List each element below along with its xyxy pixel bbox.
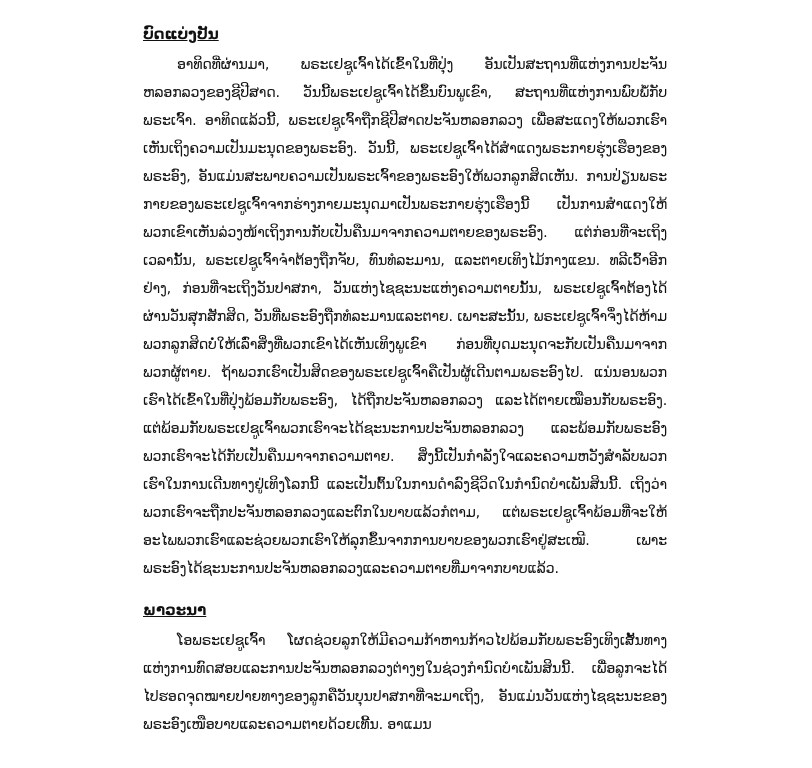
prayer-section [143,600,667,739]
prayer-paragraph: ໂອພຣະເຢຊູເຈົ້າ ໂຜດຊ່ວຍລູກໃຫ້ມີຄວາມກ້າຫານກ້າວໄປພ້ອມກັບພຣະອົງເທິງເສັ້ນທາງແຫ່ງການທົດສອບແລະການປະຈັນຫລອກລວງຕ່າງໆໃນຊ່ວງກຳນົດບຳເພັນສິນນີ້. ເພື່ອລູກຈະໄດ້ໄປຮອດຈຸດໝາຍປາຍທາງຂອງລູກຄືວັນບຸນປາສກາທີ່ຈະມາເຖິງ, ອັນແມ່ນວັນແຫ່ງໄຊຊະນະຂອງພຣະອົງເໜືອບາບແລະຄວາມຕາຍດ້ວຍເທີ້ນ. ອາແມນ [143,633,667,733]
reflection-paragraph: ອາທິດທີ່ຜ່ານມາ, ພຣະເຢຊູເຈົ້າໄດ້ເຂົ້າໃນທີ່ປຸ່ງ ອັນເປັນສະຖານທີ່ແຫ່ງການປະຈັນຫລອກລວງຂອງຊີປີສາດ. ວັນນີ້ພຣະເຢຊູເຈົ້າໄດ້ຂຶ້ນບົນພູເຂົາ, ສະຖານທີ່ແຫ່ງການພົບພໍ້ກັບພຣະເຈົ້າ. ອາທິດແລ້ວນີ້, ພຣະເຢຊູເຈົ້າຖືກຊີປີສາດປະຈັນຫລອກລວງ ເພື່ອສະແດງໃຫ້ພວກເຮົາເຫັນເຖິງຄວາມເປັນມະນຸດຂອງພຣະອົງ. ວັນນີ້, ພຣະເຢຊູເຈົ້າໄດ້ສຳແດງພຣະກາຍຮຸ່ງເຮືອງຂອງພຣະອົງ, ອັນແມ່ນສະພາບຄວາມເປັນພຣະເຈົ້າຂອງພຣະອົງໃຫ້ພວກລູກສິດເຫັນ. ການປ່ຽນພຣະກາຍຂອງພຣະເຢຊູເຈົ້າຈາກຮ່າງກາຍມະນຸດມາເປັນພຣະກາຍຮຸ່ງເຮືອງນີ້ ເປັນການສຳແດງໃຫ້ພວກເຂົາເຫັນລ່ວງໜ້າເຖິງການກັບເປັນຄືນມາຈາກຄວາມຕາຍຂອງພຣະອົງ. ແຕ່ກ່ອນທີ່ຈະເຖິງເວລານັ້ນ, ພຣະເຢຊູເຈົ້າຈຳຕ້ອງຖືກຈັບ, ທົນທໍລະມານ, ແລະຕາຍເທິງໄມ້ກາງແຂນ. ທລີເວົ້າອີກຢ່າງ, ກ່ອນທີ່ຈະເຖິງວັນປາສກາ, ວັນແຫ່ງໄຊຊະນະແຫ່ງຄວາມຕາຍນັ້ນ, ພຣະເຢຊູເຈົ້າຕ້ອງໄດ້ຜ່ານວັນສຸກສັກສິດ, ວັນທີ່ພຣະອົງຖືກທໍລະມານແລະຕາຍ. ເພາະສະນັ້ນ, ພຣະເຢຊູເຈົ້າຈຶ່ງໄດ້ຫ້າມພວກລູກສິດບໍ່ໃຫ້ເລົ່າສິ່ງທີ່ພວກເຂົາໄດ້ເຫັນເທິງພູເຂົາ ກ່ອນທີ່ບຸດມະນຸດຈະກັບເປັນຄືນມາຈາກພວກຜູ້ຕາຍ. ຖ້າພວກເຮົາເປັນສິດຂອງພຣະເຢຊູເຈົ້າຄືເປັນຜູ້ເດີນຕາມພຣະອົງໄປ. ແນ່ນອນພວກເຮົາໄດ້ເຂົ້າໃນທີ່ປຸ່ງພ້ອມກັບພຣະອົງ, ໄດ້ຖືກປະຈັນຫລອກລວງ ແລະໄດ້ຕາຍເໝືອນກັບພຣະອົງ. ແຕ່ພ້ອມກັບພຣະເຢຊູເຈົ້າພວກເຮົາຈະໄດ້ຊະນະການປະຈັນຫລອກລວງ ແລະພ້ອມກັບພຣະອົງພວກເຮົາຈະໄດ້ກັບເປັນຄືນມາຈາກຄວາມຕາຍ. ສິ່ງນີ້ເປັນກຳລັງໃຈແລະຄວາມຫວັງສຳລັບພວກເຮົາໃນການເດີນທາງຢູ່ເທິງໂລກນີ້ ແລະເປັນຕົ້ນໃນການດຳລົງຊີວິດໃນກຳນົດບຳເພັນສິນນີ້. ເຖິງວ່າພວກເຮົາຈະຖືກປະຈັນຫລອກລວງແລະຕົກໃນບາບແລ້ວກໍຕາມ, ແຕ່ພຣະເຢຊູເຈົ້າພ້ອມທີ່ຈະໃຫ້ອະໄພພວກເຮົາແລະຊ່ວຍພວກເຮົາໃຫ້ລຸກຂຶ້ນຈາກການບາບຂອງພວກເຮົາຢູ່ສະເໝີ. ເພາະພຣະອົງໄດ້ຊະນະການປະຈັນຫລອກລວງແລະຄວາມຕາຍທີ່ມາຈາກບາບແລ້ວ. [143,57,667,577]
prayer-heading: ພາວະນາ [143,601,207,619]
reflection-section [143,24,667,583]
reflection-heading: ບົດແບ່ງປັນ [143,25,219,43]
